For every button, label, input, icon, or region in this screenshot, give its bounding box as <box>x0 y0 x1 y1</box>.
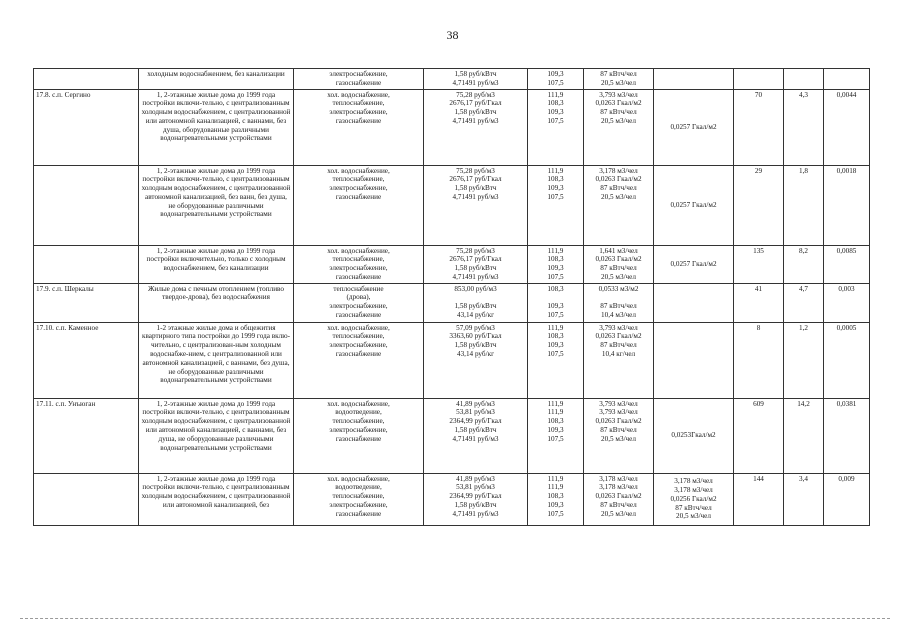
services-cell-line: газоснабжение <box>335 509 382 518</box>
services-cell-line: газоснабжение <box>335 350 382 359</box>
extra-norm-cell-line: 0,0257 Гкал/м2 <box>670 259 717 268</box>
norms-cell-line: 20,5 м3/чел <box>601 116 636 125</box>
indexes-cell-line: 108,3 <box>547 175 564 184</box>
tariffs-cell <box>424 245 528 283</box>
tariffs-cell-line: 2676,17 руб/Гкал <box>449 255 502 264</box>
norms-cell-line: 20,5 м3/чел <box>601 192 636 201</box>
tariffs-cell <box>424 165 528 245</box>
services-cell <box>294 69 424 90</box>
norms-cell-line: 20,5 м3/чел <box>601 434 636 443</box>
norms-cell-line: 1,641 м3/чел <box>599 246 638 255</box>
tariffs-cell <box>424 89 528 165</box>
table-body <box>34 69 870 526</box>
indexes-cell <box>528 89 584 165</box>
tariffs-cell-line: 3363,60 руб/Гкал <box>449 332 502 341</box>
description-cell: 1-2 этажные жилые дома и общежития квартирного типа постройки до 1999 года вклю-чительно, с централизован-ным холодным водоснабже-нием, с централизованной или автономной канализацией, с ваннами, без душа, не оборудованные различными водонагревательными устройствами <box>139 322 294 398</box>
extra-norm-cell <box>654 473 734 525</box>
tariffs-cell <box>424 322 528 398</box>
tariffs-cell-line: 4,71491 руб/м3 <box>452 192 499 201</box>
services-cell <box>294 283 424 322</box>
extra-norm-cell <box>654 322 734 398</box>
norms-cell-line: 3,793 м3/чел <box>599 90 638 99</box>
tariffs-cell-line: 43,14 руб/кг <box>456 350 495 359</box>
norms-cell <box>584 322 654 398</box>
indexes-cell-line: 107,5 <box>547 350 564 359</box>
norms-cell <box>584 165 654 245</box>
norms-cell-line: 0,0533 м3/м2 <box>598 284 639 293</box>
norms-cell-line: 3,178 м3/чел <box>599 474 638 483</box>
norms-cell-line: 0,0263 Гкал/м2 <box>595 175 642 184</box>
services-cell-line: электроснабжение, <box>329 341 388 350</box>
indexes-cell-line: 111,9 <box>547 90 564 99</box>
services-cell-line: теплоснабжение, <box>332 175 385 184</box>
indexes-cell-line: 109,3 <box>547 70 564 78</box>
tariffs-cell-line: 2676,17 руб/Гкал <box>449 99 502 108</box>
count-cell <box>734 69 784 90</box>
tariffs-cell-line <box>426 293 525 302</box>
extra-norm-cell-line: 20,5 м3/чел <box>676 512 711 521</box>
tariffs-cell-line: 57,09 руб/м3 <box>456 323 495 332</box>
share-cell: 0,0085 <box>824 245 870 283</box>
services-cell-line: газоснабжение <box>335 434 382 443</box>
services-cell-line: электроснабжение, <box>329 302 388 311</box>
tariffs-cell-line: 4,71491 руб/м3 <box>452 434 499 443</box>
tariffs-cell-line: 4,71491 руб/м3 <box>452 78 499 87</box>
tariffs-cell-line: 1,58 руб/кВтч <box>454 184 497 193</box>
indexes-cell-line: 111,9 <box>547 246 564 255</box>
indexes-cell-line: 109,3 <box>547 302 564 311</box>
tariffs-cell-line: 43,14 руб/кг <box>456 311 495 320</box>
norms-cell-line: 87 кВтч/чел <box>600 341 637 350</box>
norms-cell <box>584 398 654 473</box>
norms-cell-line: 3,793 м3/чел <box>599 323 638 332</box>
share-cell <box>824 69 870 90</box>
tariffs-cell-line: 853,00 руб/м3 <box>454 284 497 293</box>
norms-cell-line: 0,0263 Гкал/м2 <box>595 492 642 501</box>
services-cell-line: теплоснабжение, <box>332 417 385 426</box>
description-cell: 1, 2-этажные жилые дома до 1999 года постройки включи-тельно, с централизованным холодным водоснабжением, с централизованной или автономной канализацией, без <box>139 473 294 525</box>
tariffs-cell-line: 4,71491 руб/м3 <box>452 509 499 518</box>
services-cell-line: электроснабжение, <box>329 426 388 435</box>
norms-cell-line: 3,178 м3/чел <box>599 483 638 492</box>
table-row <box>34 322 870 398</box>
services-cell-line: газоснабжение <box>335 311 382 320</box>
norms-cell-line: 87 кВтч/чел <box>600 302 637 311</box>
services-cell-line: хол. водоснабжение, <box>327 474 390 483</box>
description-cell: Жилые дома с печным отоплением (топливо твердое-дрова), без водоснабжения <box>139 283 294 322</box>
tariffs-cell-line: 53,81 руб/м3 <box>456 483 495 492</box>
tariffs-cell-line: 1,58 руб/кВтч <box>454 302 497 311</box>
services-cell <box>294 165 424 245</box>
settlement-cell: 17.8. с.п. Сергино <box>34 89 139 165</box>
description-cell: 1, 2-этажные жилые дома до 1999 года постройки включи-тельно, с централизованным холодным водоснабжением, с централизованной или автономной канализацией, с ваннами, без душа, оборудованные различными водонагревательными устройствами <box>139 89 294 165</box>
norms-cell-line: 87 кВтч/чел <box>600 108 637 117</box>
services-cell <box>294 245 424 283</box>
norms-cell-line: 3,178 м3/чел <box>599 166 638 175</box>
extra-norm-cell <box>654 283 734 322</box>
norms-cell <box>584 245 654 283</box>
services-cell-line: теплоснабжение <box>333 284 384 293</box>
norms-cell-line: 87 кВтч/чел <box>600 501 637 510</box>
indexes-cell-line: 111,9 <box>547 408 564 417</box>
indexes-cell-line: 111,9 <box>547 483 564 492</box>
tariffs-cell-line: 1,58 руб/кВтч <box>454 70 497 78</box>
indexes-cell <box>528 245 584 283</box>
count-cell: 135 <box>734 245 784 283</box>
indexes-cell-line: 109,3 <box>547 341 564 350</box>
norms-cell <box>584 473 654 525</box>
table-row <box>34 89 870 165</box>
description-cell: 1, 2-этажные жилые дома до 1999 года постройки включительно, только с холодным водоснабжением, без канализации <box>139 245 294 283</box>
indexes-cell <box>528 473 584 525</box>
norms-cell <box>584 69 654 90</box>
indexes-cell-line: 111,9 <box>547 474 564 483</box>
share-cell: 0,0005 <box>824 322 870 398</box>
indexes-cell <box>528 398 584 473</box>
tariffs-cell-line: 1,58 руб/кВтч <box>454 264 497 273</box>
tariffs-cell <box>424 473 528 525</box>
share-cell: 0,0044 <box>824 89 870 165</box>
norms-cell-line: 87 кВтч/чел <box>600 426 637 435</box>
services-cell-line: хол. водоснабжение, <box>327 166 390 175</box>
norms-cell-line: 87 кВтч/чел <box>600 70 637 78</box>
services-cell-line: теплоснабжение, <box>332 492 385 501</box>
indexes-cell-line: 107,5 <box>547 434 564 443</box>
count-cell: 41 <box>734 283 784 322</box>
extra-norm-cell-line: 0,0253Гкал/м2 <box>671 431 716 440</box>
tariffs-cell-line: 75,28 руб/м3 <box>456 246 495 255</box>
services-cell-line: хол. водоснабжение, <box>327 323 390 332</box>
services-cell <box>294 473 424 525</box>
count-cell: 29 <box>734 165 784 245</box>
norms-cell-line: 3,793 м3/чел <box>599 399 638 408</box>
settlement-cell <box>34 165 139 245</box>
settlement-cell: 17.11. с.п. Унъюган <box>34 398 139 473</box>
indexes-cell-line: 107,5 <box>547 311 564 320</box>
tariffs-cell-line: 1,58 руб/кВтч <box>454 341 497 350</box>
indexes-cell-line <box>530 293 581 302</box>
tariffs-cell <box>424 398 528 473</box>
indexes-cell <box>528 69 584 90</box>
tariffs-cell-line: 53,81 руб/м3 <box>456 408 495 417</box>
indexes-cell-line: 108,3 <box>547 332 564 341</box>
services-cell-line: газоснабжение <box>335 272 382 281</box>
services-cell-line: водоотведение, <box>335 483 382 492</box>
tariffs-cell-line: 2676,17 руб/Гкал <box>449 175 502 184</box>
indexes-cell-line: 109,3 <box>547 184 564 193</box>
norms-cell-line: 20,5 м3/чел <box>601 509 636 518</box>
area-cell: 3,4 <box>784 473 824 525</box>
page-number: 38 <box>446 28 459 42</box>
tariffs-cell-line: 2364,99 руб/Гкал <box>449 417 502 426</box>
norms-cell-line: 10,4 м3/чел <box>601 311 636 320</box>
indexes-cell <box>528 283 584 322</box>
tariffs-cell-line: 75,28 руб/м3 <box>456 90 495 99</box>
extra-norm-cell <box>654 398 734 473</box>
area-cell: 8,2 <box>784 245 824 283</box>
indexes-cell-line: 107,5 <box>547 509 564 518</box>
tariffs-cell-line: 75,28 руб/м3 <box>456 166 495 175</box>
indexes-cell-line: 108,3 <box>547 492 564 501</box>
norms-cell-line: 0,0263 Гкал/м2 <box>595 417 642 426</box>
area-cell: 14,2 <box>784 398 824 473</box>
description-cell: 1, 2-этажные жилые дома до 1999 года постройки включи-тельно, с централизованным холодным водоснабжением, с централизованной автономной канализацией, без ванн, без душа, не оборудованные различными водонагревательными устройствами <box>139 165 294 245</box>
extra-norm-cell <box>654 69 734 90</box>
tariffs-cell-line: 2364,99 руб/Гкал <box>449 492 502 501</box>
description-cell: 1, 2-этажные жилые дома до 1999 года постройки включи-тельно, с централизованным холодным водоснабжением, с централизованной или автономной канализацией, с ваннами, без душа, не оборудованные различными водонагревательными устройствами <box>139 398 294 473</box>
indexes-cell-line: 108,3 <box>547 255 564 264</box>
extra-norm-cell <box>654 89 734 165</box>
extra-norm-cell-line: 3,178 м3/чел <box>674 477 713 486</box>
bottom-rule <box>20 618 890 619</box>
settlement-cell <box>34 473 139 525</box>
table-row <box>34 69 870 90</box>
tariffs-cell-line: 4,71491 руб/м3 <box>452 272 499 281</box>
extra-norm-cell <box>654 245 734 283</box>
indexes-cell-line: 109,3 <box>547 264 564 273</box>
count-cell: 8 <box>734 322 784 398</box>
share-cell: 0,0381 <box>824 398 870 473</box>
settlement-cell: 17.9. с.п. Шеркалы <box>34 283 139 322</box>
indexes-cell-line: 108,3 <box>547 284 564 293</box>
table-row <box>34 283 870 322</box>
norms-cell-line: 87 кВтч/чел <box>600 264 637 273</box>
area-cell: 4,3 <box>784 89 824 165</box>
settlement-cell <box>34 245 139 283</box>
table-row <box>34 245 870 283</box>
count-cell: 70 <box>734 89 784 165</box>
services-cell-line: электроснабжение, <box>329 70 388 78</box>
tariffs-cell-line: 41,89 руб/м3 <box>456 474 495 483</box>
services-cell-line: электроснабжение, <box>329 264 388 273</box>
indexes-cell-line: 111,9 <box>547 399 564 408</box>
extra-norm-cell-line: 87 кВтч/чел <box>675 503 712 512</box>
extra-norm-cell-line: 0,0256 Гкал/м2 <box>670 494 717 503</box>
table-row <box>34 473 870 525</box>
tariffs-cell <box>424 283 528 322</box>
services-cell-line: газоснабжение <box>335 116 382 125</box>
table-row <box>34 165 870 245</box>
tariffs-cell-line: 1,58 руб/кВтч <box>454 108 497 117</box>
services-cell-line: электроснабжение, <box>329 184 388 193</box>
area-cell: 1,2 <box>784 322 824 398</box>
area-cell <box>784 69 824 90</box>
count-cell: 144 <box>734 473 784 525</box>
tariffs-cell-line: 1,58 руб/кВтч <box>454 501 497 510</box>
norms-cell-line: 20,5 м3/чел <box>601 78 636 87</box>
indexes-cell <box>528 165 584 245</box>
services-cell-line: теплоснабжение, <box>332 255 385 264</box>
norms-cell-line: 3,793 м3/чел <box>599 408 638 417</box>
services-cell-line: электроснабжение, <box>329 501 388 510</box>
indexes-cell-line: 111,9 <box>547 323 564 332</box>
area-cell: 4,7 <box>784 283 824 322</box>
norms-cell-line: 0,0263 Гкал/м2 <box>595 255 642 264</box>
services-cell <box>294 322 424 398</box>
share-cell: 0,009 <box>824 473 870 525</box>
share-cell: 0,003 <box>824 283 870 322</box>
tariffs-cell <box>424 69 528 90</box>
services-cell-line: хол. водоснабжение, <box>327 246 390 255</box>
indexes-cell-line: 107,5 <box>547 116 564 125</box>
services-cell-line: (дрова), <box>346 293 371 302</box>
settlement-cell: 17.10. с.п. Каменное <box>34 322 139 398</box>
norms-cell-line: 20,5 м3/чел <box>601 272 636 281</box>
services-cell-line: электроснабжение, <box>329 108 388 117</box>
indexes-cell-line: 108,3 <box>547 99 564 108</box>
norms-cell-line: 87 кВтч/чел <box>600 184 637 193</box>
services-cell-line: хол. водоснабжение, <box>327 399 390 408</box>
extra-norm-cell <box>654 165 734 245</box>
indexes-cell-line: 109,3 <box>547 426 564 435</box>
extra-norm-cell-line: 3,178 м3/чел <box>674 486 713 495</box>
norms-cell <box>584 283 654 322</box>
services-cell-line: газоснабжение <box>335 192 382 201</box>
services-cell-line: теплоснабжение, <box>332 332 385 341</box>
indexes-cell-line: 107,5 <box>547 272 564 281</box>
indexes-cell <box>528 322 584 398</box>
norms-cell-line: 10,4 кг/чел <box>601 350 636 359</box>
table-row <box>34 398 870 473</box>
indexes-cell-line: 109,3 <box>547 108 564 117</box>
indexes-cell-line: 107,5 <box>547 192 564 201</box>
norms-cell-line: 0,0263 Гкал/м2 <box>595 99 642 108</box>
tariff-table <box>33 68 870 526</box>
count-cell: 609 <box>734 398 784 473</box>
settlement-cell <box>34 69 139 90</box>
services-cell <box>294 398 424 473</box>
norms-cell-line <box>586 293 651 302</box>
indexes-cell-line: 109,3 <box>547 501 564 510</box>
area-cell: 1,8 <box>784 165 824 245</box>
services-cell-line: газоснабжение <box>335 78 382 87</box>
services-cell-line: водоотведение, <box>335 408 382 417</box>
norms-cell <box>584 89 654 165</box>
tariffs-cell-line: 4,71491 руб/м3 <box>452 116 499 125</box>
extra-norm-cell-line: 0,0257 Гкал/м2 <box>670 122 717 131</box>
services-cell <box>294 89 424 165</box>
extra-norm-cell-line: 0,0257 Гкал/м2 <box>670 200 717 209</box>
tariffs-cell-line: 1,58 руб/кВтч <box>454 426 497 435</box>
indexes-cell-line: 107,5 <box>547 78 564 87</box>
indexes-cell-line: 111,9 <box>547 166 564 175</box>
indexes-cell-line: 108,3 <box>547 417 564 426</box>
share-cell: 0,0018 <box>824 165 870 245</box>
description-cell: холодным водоснабжением, без канализации <box>139 69 294 90</box>
tariffs-cell-line: 41,89 руб/м3 <box>456 399 495 408</box>
norms-cell-line: 0,0263 Гкал/м2 <box>595 332 642 341</box>
services-cell-line: теплоснабжение, <box>332 99 385 108</box>
services-cell-line: хол. водоснабжение, <box>327 90 390 99</box>
